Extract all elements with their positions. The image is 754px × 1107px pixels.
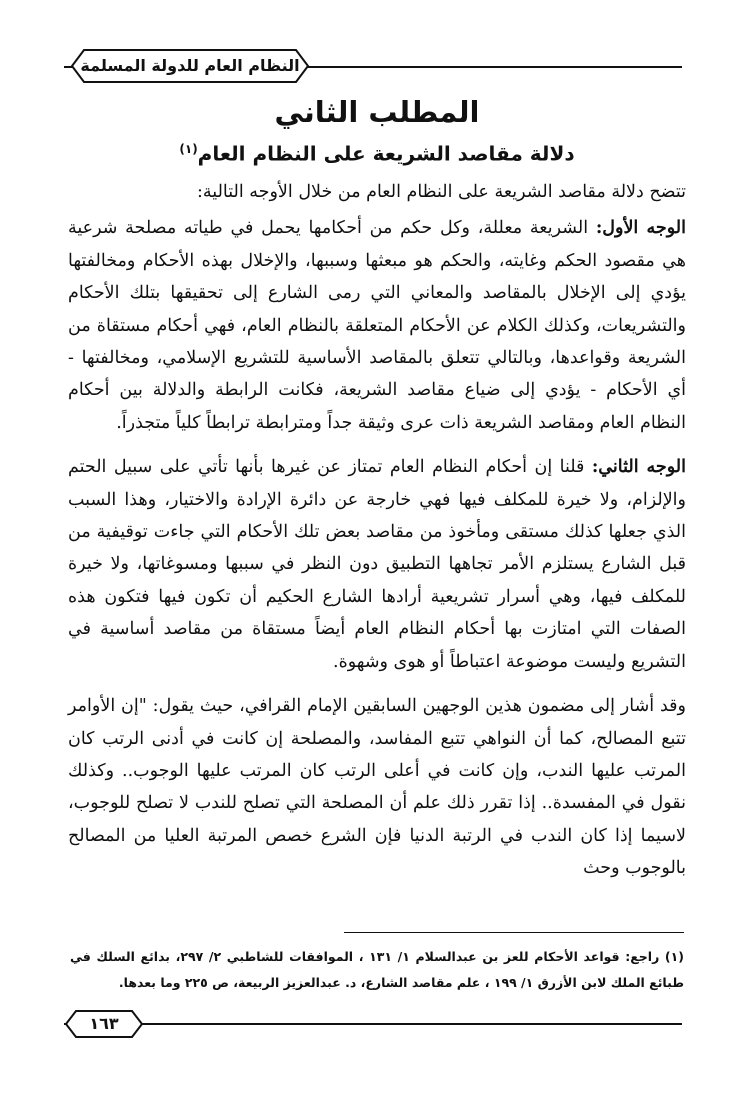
subtitle-text: دلالة مقاصد الشريعة على النظام العام bbox=[197, 141, 575, 166]
paragraph-first-aspect bbox=[68, 212, 686, 439]
paragraph-lead: الوجه الثاني: bbox=[591, 457, 686, 478]
running-header bbox=[70, 48, 310, 84]
paragraph-text: قلنا إن أحكام النظام العام تمتاز عن غيرها بأنها تأتي على سبيل الحتم والإلزام، ولا خيرة للمكلف فيها فهي خارجة عن دائرة الإرادة والاختيار، وهذا السبب الذي جعلها كذلك مستقى ومأخوذ من مقاصد بعض تلك الأحكام التي جاءت توقيفية من قبل الشارع يستلزم الأمر تجاهها التطبيق دون النظر في سببها ومسوغاتها، ولا خيرة للمكلف فيها، وهي أسرار تشريعية أرادها الشارع الحكيم أن تكون فيها فتكون هذه الصفات التي امتازت بها أحكام النظام العام أيضاً مستقاة من مقاصد أساسية في التشريع وليست موضوعة اعتباطاً أو هوى وشهوة. bbox=[68, 457, 686, 672]
footnote: (١) راجع: قواعد الأحكام للعز بن عبدالسلام ١/ ١٣١ ، الموافقات للشاطبي ٢/ ٢٩٧، بدائع السلك في طبائع الملك لابن الأزرق ١/ ١٩٩ ، علم مقاصد الشارع، د. عبدالعزيز الربيعة، ص ٢٢٥ وما بعدها. bbox=[70, 949, 685, 990]
paragraph-lead: الوجه الأول: bbox=[595, 218, 686, 239]
paragraph-qarafi-quote: وقد أشار إلى مضمون هذين الوجهين السابقين الإمام القرافي، حيث يقول: "إن الأوامر تتبع المصالح، كما أن النواهي تتبع المفاسد، والمصلحة إن كانت في أدنى الرتب كان المرتب عليها الندب، وإن كانت في أعلى الرتب كان المرتب عليها الوجوب.. وكذلك نقول في المفسدة.. إذا تقرر ذلك علم أن المصلحة التي تصلح للندب لا تصلح للوجوب، لاسيما إذا كان الندب في الرتبة الدنيا فإن الشرع خصص المرتبة العليا من المصالح بالوجوب وحث bbox=[68, 696, 686, 879]
paragraph-second-aspect bbox=[68, 451, 686, 678]
body-text bbox=[68, 176, 686, 897]
page-number: ١٦٣ bbox=[89, 1014, 119, 1033]
footer-rule bbox=[64, 1023, 682, 1025]
footnote-rule bbox=[344, 932, 684, 933]
running-title: النظام العام للدولة المسلمة bbox=[80, 56, 300, 75]
paragraph-text: الشريعة معللة، وكل حكم من أحكامها يحمل في طياته مصلحة شرعية هي مقصود الحكم وغايته، والحكم هو مبعثها وسببها، والإخلال بهذه الأحكام ومخالفتها يؤدي إلى الإخلال بالمقاصد والمعاني التي رمى الشارع إلى تحقيقها بتلك الأحكام والتشريعات، وكذلك الكلام عن الأحكام المتعلقة بالنظام العام، فهي أحكام مستقاة من الشريعة وقواعدها، وبالتالي تتعلق بالمقاصد الأساسية للتشريع الإسلامي، ومخالفتها - أي الأحكام - يؤدي إلى ضياع مقاصد الشريعة، فكانت الرابطة والدلالة بين أحكام النظام العام ومقاصد الشريعة ذات عرى وثيقة جداً ومترابطة ترابطاً كلياً متجذراً. bbox=[68, 218, 686, 433]
page-number-badge bbox=[64, 1009, 144, 1039]
section-subtitle bbox=[0, 134, 754, 169]
footnote-marker: (١) bbox=[179, 142, 198, 156]
intro-paragraph: تتضح دلالة مقاصد الشريعة على النظام العام من خلال الأوجه التالية: bbox=[197, 182, 686, 202]
section-title: المطلب الثاني bbox=[274, 95, 480, 129]
